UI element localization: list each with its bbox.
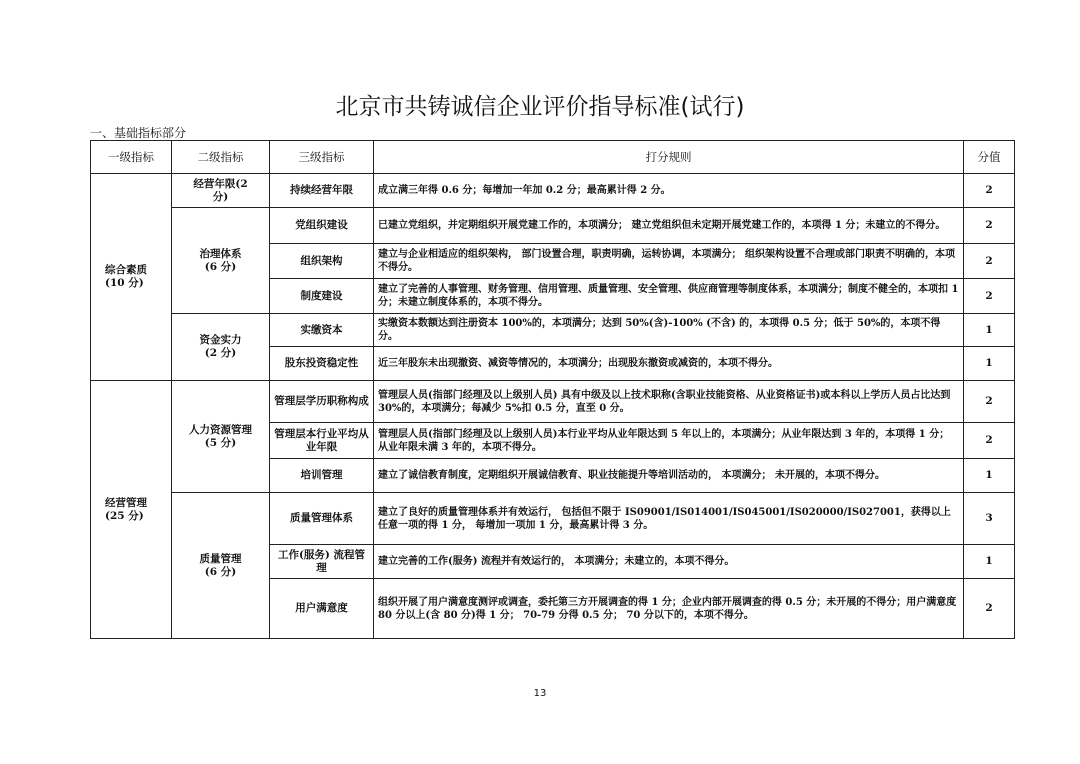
rule-cell: 管理层人员(指部门经理及以上级别人员)本行业平均从业年限达到 5 年以上的，本项满分；从业年限达到 3 年的，本项得 1 分；从业年限未满 3 年的，本项不得分。 <box>374 423 964 459</box>
score-cell: 1 <box>964 545 1015 579</box>
section-heading: 一、基础指标部分 <box>90 126 187 140</box>
header-score: 分值 <box>964 141 1015 174</box>
evaluation-table <box>90 140 1015 639</box>
page-title: 北京市共铸诚信企业评价指导标准(试行) <box>335 94 745 120</box>
score-cell: 1 <box>964 314 1015 347</box>
score-cell: 2 <box>964 279 1015 314</box>
rule-cell: 建立了完善的人事管理、财务管理、信用管理、质量管理、安全管理、供应商管理等制度体系，本项满分；制度不健全的，本项扣 1 分；未建立制度体系的，本项不得分。 <box>374 279 964 314</box>
score-cell: 2 <box>964 381 1015 423</box>
table-row <box>91 493 1015 545</box>
rule-cell: 建立完善的工作(服务) 流程并有效运行的， 本项满分；未建立的，本项不得分。 <box>374 545 964 579</box>
level3-cell: 制度建设 <box>270 279 374 314</box>
rule-cell: 管理层人员(指部门经理及以上级别人员) 具有中级及以上技术职称(含职业技能资格、从业资格证书)或本科以上学历人员占比达到 30%的，本项满分；每减少 5%扣 0.5 分，直至 0 分。 <box>374 381 964 423</box>
level3-cell: 管理层学历职称构成 <box>270 381 374 423</box>
level2-cell: 质量管理 (6 分) <box>172 493 270 639</box>
level1-cell: 经营管理 (25 分) <box>91 381 172 639</box>
rule-cell: 近三年股东未出现撤资、减资等情况的，本项满分；出现股东撤资或减资的，本项不得分。 <box>374 347 964 381</box>
score-cell: 2 <box>964 244 1015 279</box>
rule-cell: 组织开展了用户满意度测评或调查，委托第三方开展调查的得 1 分；企业内部开展调查的得 0.5 分；未开展的不得分；用户满意度 80 分以上(含 80 分)得 1 分； 70-79 分得 0.5 分； 70 分以下的，本项不得分。 <box>374 579 964 639</box>
score-cell: 2 <box>964 208 1015 244</box>
level3-cell: 工作(服务) 流程管理 <box>270 545 374 579</box>
score-cell: 2 <box>964 579 1015 639</box>
level3-cell: 组织架构 <box>270 244 374 279</box>
header-rule: 打分规则 <box>374 141 964 174</box>
table-row <box>91 314 1015 347</box>
level2-cell: 治理体系 (6 分) <box>172 208 270 314</box>
rule-cell: 建立与企业相适应的组织架构， 部门设置合理，职责明确，运转协调，本项满分； 组织架构设置不合理或部门职责不明确的，本项不得分。 <box>374 244 964 279</box>
rule-cell: 成立满三年得 0.6 分；每增加一年加 0.2 分；最高累计得 2 分。 <box>374 174 964 208</box>
page-number: 13 <box>533 688 547 699</box>
score-cell: 2 <box>964 423 1015 459</box>
level3-cell: 用户满意度 <box>270 579 374 639</box>
rule-cell: 建立了诚信教育制度，定期组织开展诚信教育、职业技能提升等培训活动的， 本项满分； 未开展的，本项不得分。 <box>374 459 964 493</box>
rule-cell: 实缴资本数额达到注册资本 100%的，本项满分；达到 50%(含)-100% (不含) 的，本项得 0.5 分；低于 50%的，本项不得分。 <box>374 314 964 347</box>
table-row <box>91 174 1015 208</box>
table-row <box>91 381 1015 423</box>
rule-cell: 建立了良好的质量管理体系并有效运行， 包括但不限于 IS09001/IS014001/IS045001/IS020000/IS027001，获得以上任意一项的得 1 分， 每增加一项加 1 分，最高累计得 3 分。 <box>374 493 964 545</box>
level3-cell: 培训管理 <box>270 459 374 493</box>
level3-cell: 实缴资本 <box>270 314 374 347</box>
level2-cell: 资金实力 (2 分) <box>172 314 270 381</box>
score-cell: 1 <box>964 347 1015 381</box>
level3-cell: 质量管理体系 <box>270 493 374 545</box>
level2-cell: 经营年限(2 分) <box>172 174 270 208</box>
level3-cell: 持续经营年限 <box>270 174 374 208</box>
score-cell: 2 <box>964 174 1015 208</box>
level3-cell: 管理层本行业平均从业年限 <box>270 423 374 459</box>
level1-cell: 综合素质 (10 分) <box>91 174 172 381</box>
level2-cell: 人力资源管理 (5 分) <box>172 381 270 493</box>
header-level2: 二级指标 <box>172 141 270 174</box>
rule-cell: 已建立党组织，并定期组织开展党建工作的，本项满分； 建立党组织但未定期开展党建工作的，本项得 1 分；未建立的不得分。 <box>374 208 964 244</box>
level3-cell: 股东投资稳定性 <box>270 347 374 381</box>
table-header-row <box>91 141 1015 174</box>
header-level1: 一级指标 <box>91 141 172 174</box>
header-level3: 三级指标 <box>270 141 374 174</box>
level3-cell: 党组织建设 <box>270 208 374 244</box>
table-row <box>91 208 1015 244</box>
score-cell: 1 <box>964 459 1015 493</box>
score-cell: 3 <box>964 493 1015 545</box>
